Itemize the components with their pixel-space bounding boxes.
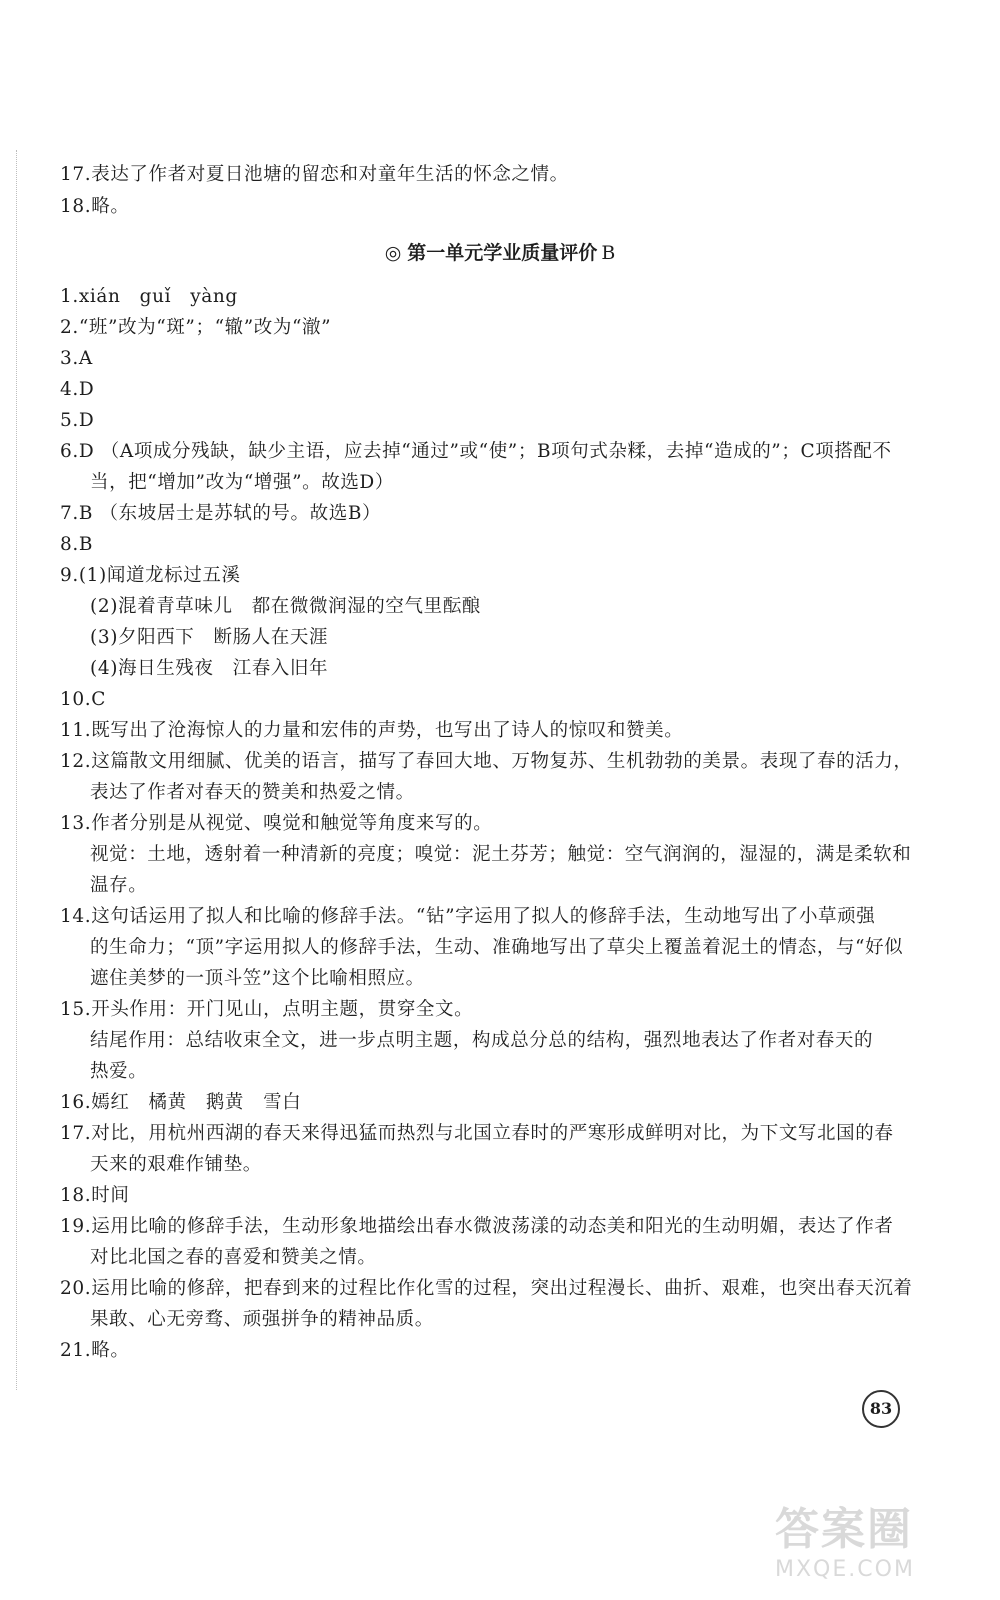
answer-line: 5.D <box>60 410 95 431</box>
answer-line: 11.既写出了沧海惊人的力量和宏伟的声势，也写出了诗人的惊叹和赞美。 <box>60 720 684 741</box>
answer-line-continuation: 视觉：土地，透射着一种清新的亮度；嗅觉：泥土芬芳；触觉：空气润润的，湿湿的，满是柔软和 <box>90 844 912 865</box>
answer-line: 4.D <box>60 379 95 400</box>
answer-line-prev-17: 17.表达了作者对夏日池塘的留恋和对童年生活的怀念之情。 <box>60 164 569 185</box>
answer-line: 3.A <box>60 348 93 369</box>
answer-line-continuation: 天来的艰难作铺垫。 <box>90 1154 262 1175</box>
watermark-logo-text: 答案圈 <box>775 1504 913 1555</box>
answer-line: 9.(1)闻道龙标过五溪 <box>60 565 241 586</box>
section-title: 第一单元学业质量评价 <box>407 242 598 264</box>
answer-line: 15.开头作用：开门见山，点明主题，贯穿全文。 <box>60 999 474 1020</box>
answer-line: 6.D （A项成分残缺，缺少主语，应去掉“通过”或“使”；B项句式杂糅，去掉“造成的”；C项搭配不 <box>60 441 892 462</box>
answer-line: 17.对比，用杭州西湖的春天来得迅猛而热烈与北国立春时的严寒形成鲜明对比，为下文写北国的春 <box>60 1123 894 1144</box>
answer-line-continuation: 的生命力；“顶”字运用拟人的修辞手法，生动、准确地写出了草尖上覆盖着泥土的情态，与“好似 <box>90 937 904 958</box>
answer-line-continuation: (4)海日生残夜 江春入旧年 <box>90 658 329 679</box>
answer-line: 19.运用比喻的修辞手法，生动形象地描绘出春水微波荡漾的动态美和阳光的生动明媚，表达了作者 <box>60 1216 894 1237</box>
answer-line-continuation: (3)夕阳西下 断肠人在天涯 <box>90 627 329 648</box>
page-number: 83 <box>862 1390 900 1428</box>
answer-line: 20.运用比喻的修辞，把春到来的过程比作化雪的过程，突出过程漫长、曲折、艰难，也突出春天沉着 <box>60 1278 913 1299</box>
section-heading <box>0 238 1000 268</box>
answer-line-continuation: 热爱。 <box>90 1061 148 1082</box>
answer-line: 2.“班”改为“斑”；“辙”改为“澈” <box>60 317 332 338</box>
binding-margin-line <box>16 150 17 1390</box>
answer-line: 16.嫣红 橘黄 鹅黄 雪白 <box>60 1092 302 1113</box>
answer-line: 13.作者分别是从视觉、嗅觉和触觉等角度来写的。 <box>60 813 493 834</box>
watermark-logo <box>775 1505 995 1595</box>
answer-line: 14.这句话运用了拟人和比喻的修辞手法。“钻”字运用了拟人的修辞手法，生动地写出了小草顽强 <box>60 906 876 927</box>
section-title-suffix: B <box>601 242 616 264</box>
answer-line: 12.这篇散文用细腻、优美的语言，描写了春回大地、万物复苏、生机勃勃的美景。表现了春的活力， <box>60 751 913 772</box>
answer-line: 10.C <box>60 689 106 710</box>
answer-line-continuation: 对比北国之春的喜爱和赞美之情。 <box>90 1247 377 1268</box>
circle-bullet-icon: ◎ <box>384 242 402 264</box>
answer-line-continuation: (2)混着青草味儿 都在微微润湿的空气里酝酿 <box>90 596 481 617</box>
answer-line: 7.B （东坡居士是苏轼的号。故选B） <box>60 503 382 524</box>
answer-line-continuation: 温存。 <box>90 875 148 896</box>
answer-line-prev-18: 18.略。 <box>60 196 130 217</box>
answer-line-continuation: 果敢、心无旁骛、顽强拼争的精神品质。 <box>90 1309 434 1330</box>
answer-line: 21.略。 <box>60 1340 130 1361</box>
answer-line-continuation: 表达了作者对春天的赞美和热爱之情。 <box>90 782 415 803</box>
watermark-site: MXQE.COM <box>775 1557 915 1582</box>
answer-line-continuation: 结尾作用：总结收束全文，进一步点明主题，构成总分总的结构，强烈地表达了作者对春天的 <box>90 1030 874 1051</box>
answer-line: 8.B <box>60 534 94 555</box>
answer-line-continuation: 当，把“增加”改为“增强”。故选D） <box>90 472 394 493</box>
answer-line: 18.时间 <box>60 1185 130 1206</box>
answer-line: 1.xián guǐ yàng <box>60 286 238 307</box>
answer-line-continuation: 遮住美梦的一顶斗笠”这个比喻相照应。 <box>90 968 425 989</box>
